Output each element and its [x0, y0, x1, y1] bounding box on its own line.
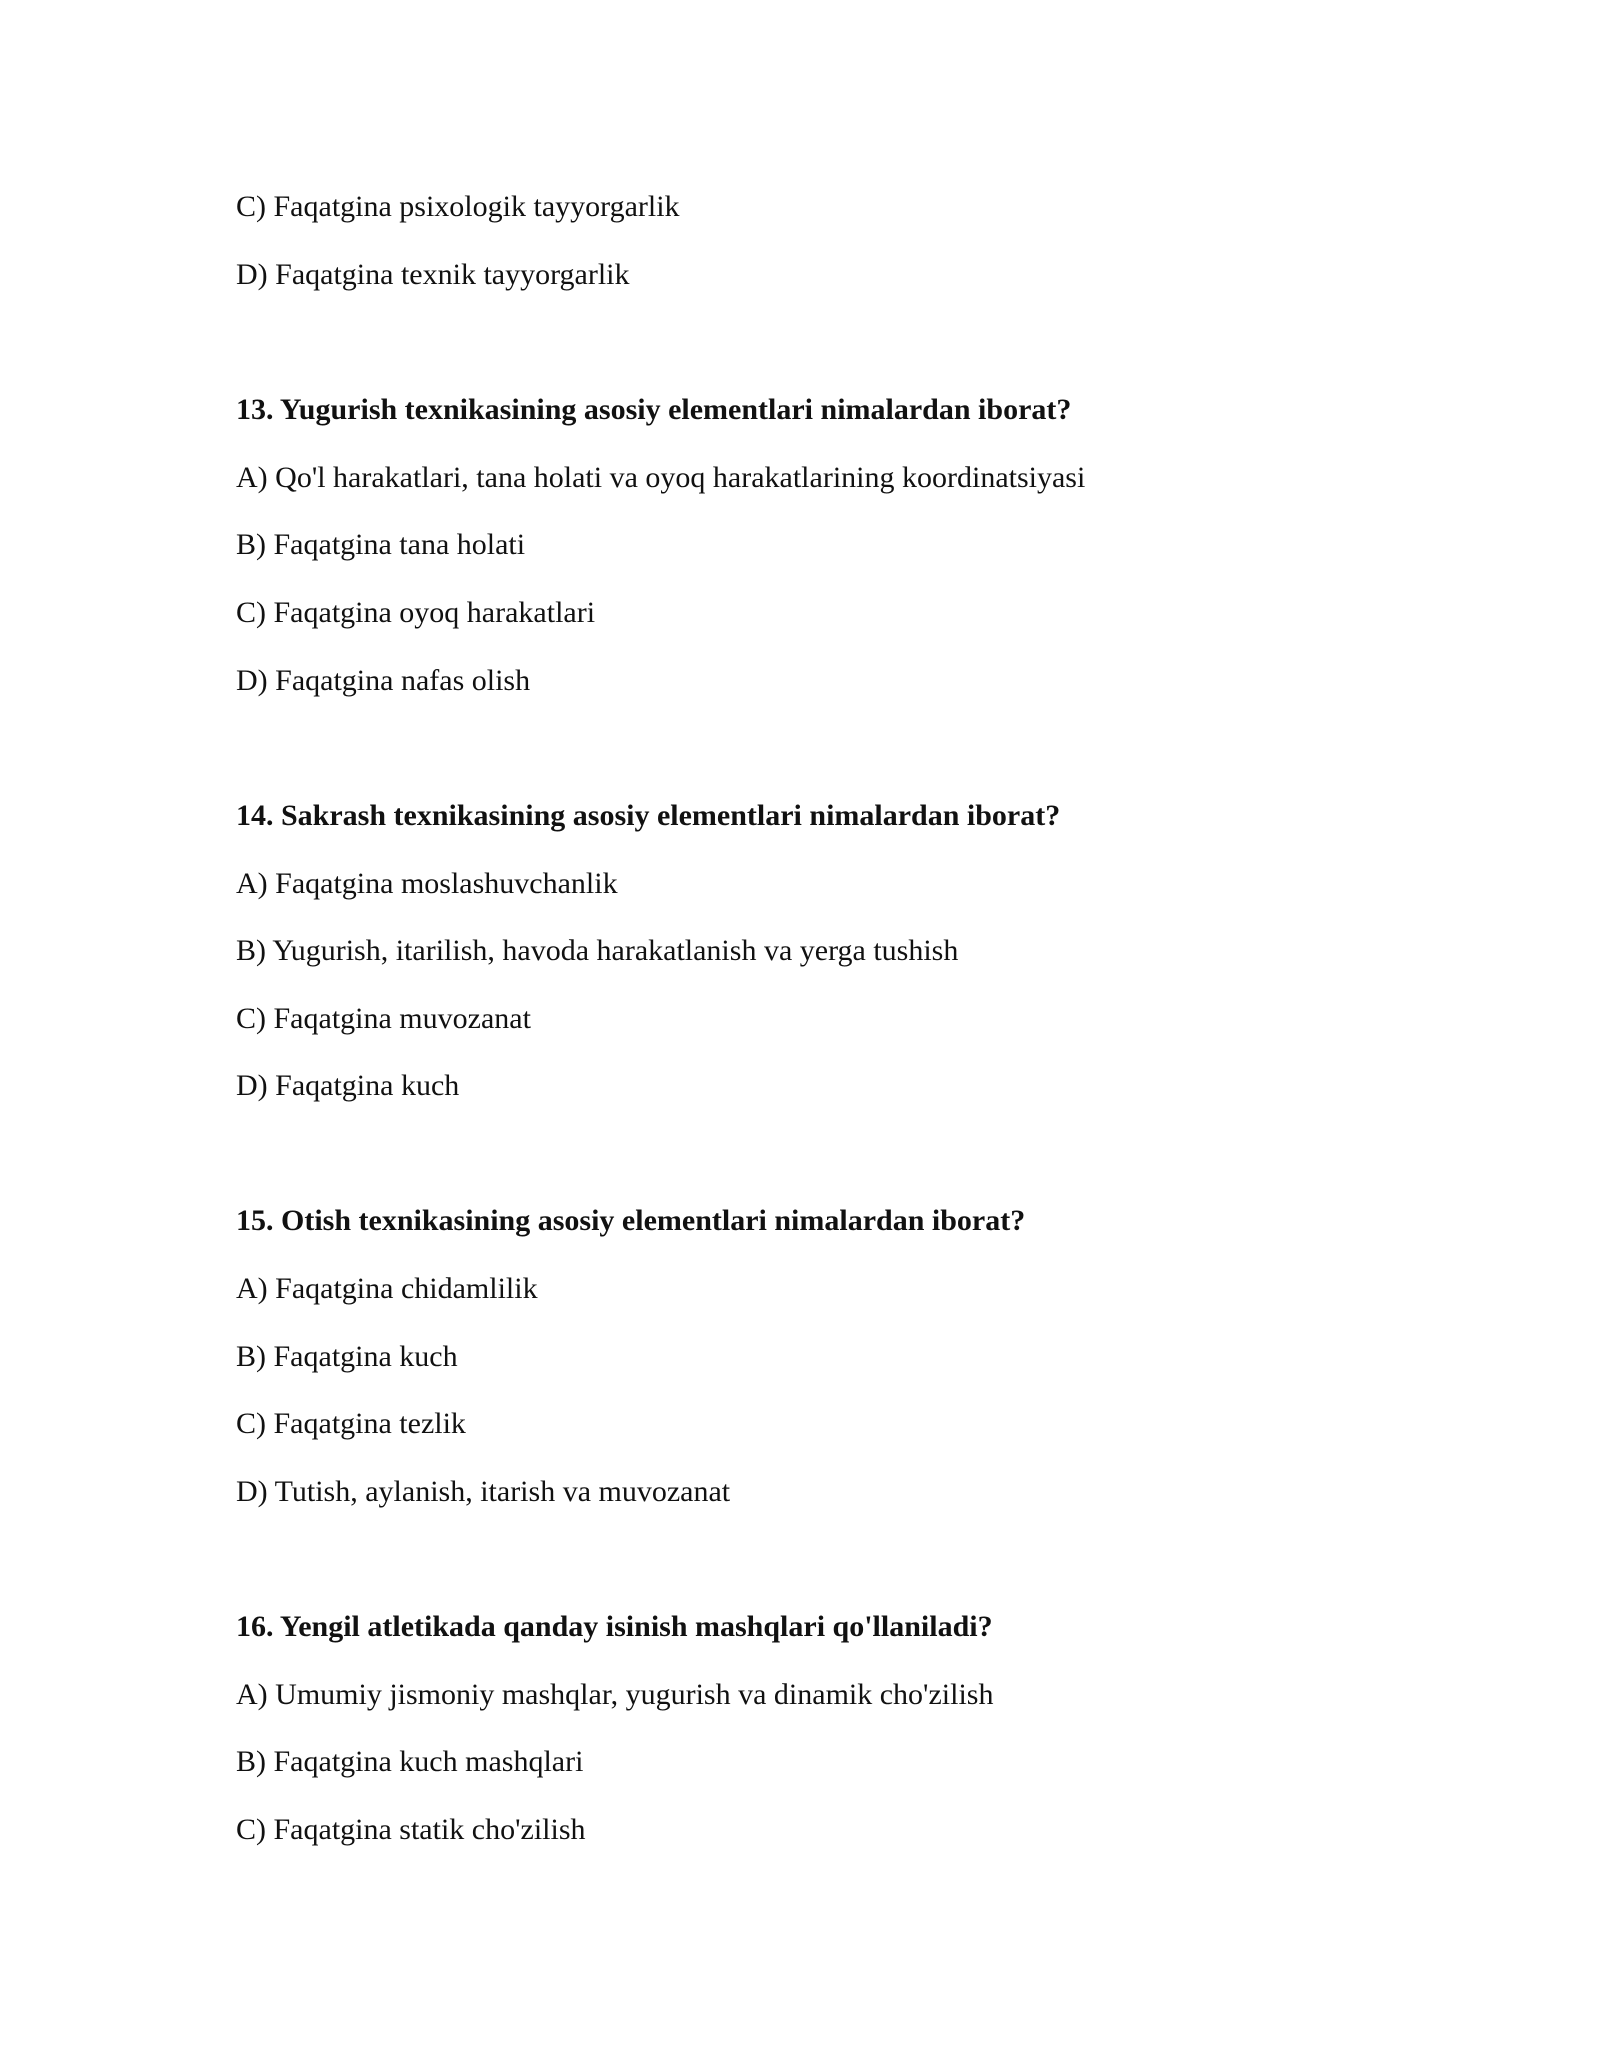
- option-line: B) Faqatgina kuch mashqlari: [236, 1745, 584, 1778]
- option-line: D) Tutish, aylanish, itarish va muvozanat: [236, 1475, 731, 1508]
- option-line: C) Faqatgina muvozanat: [236, 1002, 531, 1035]
- option-line: C) Faqatgina psixologik tayyorgarlik: [236, 190, 680, 223]
- option-line: A) Umumiy jismoniy mashqlar, yugurish va dinamik cho'zilish: [236, 1678, 994, 1711]
- option-line: A) Faqatgina moslashuvchanlik: [236, 867, 618, 900]
- option-line: B) Faqatgina kuch: [236, 1340, 458, 1373]
- option-line: D) Faqatgina nafas olish: [236, 664, 531, 697]
- option-line: D) Faqatgina texnik tayyorgarlik: [236, 258, 630, 291]
- option-line: C) Faqatgina oyoq harakatlari: [236, 596, 596, 629]
- question-15-title: 15. Otish texnikasining asosiy elementlari nimalardan iborat?: [236, 1204, 1026, 1237]
- option-line: A) Qo'l harakatlari, tana holati va oyoq harakatlarining koordinatsiyasi: [236, 461, 1086, 494]
- question-16-title: 16. Yengil atletikada qanday isinish mashqlari qo'llaniladi?: [236, 1610, 993, 1643]
- option-line: C) Faqatgina tezlik: [236, 1407, 466, 1440]
- option-line: C) Faqatgina statik cho'zilish: [236, 1813, 586, 1846]
- option-line: B) Faqatgina tana holati: [236, 528, 526, 561]
- option-line: A) Faqatgina chidamlilik: [236, 1272, 538, 1305]
- question-13-title: 13. Yugurish texnikasining asosiy elementlari nimalardan iborat?: [236, 393, 1072, 426]
- question-14-title: 14. Sakrash texnikasining asosiy elementlari nimalardan iborat?: [236, 799, 1061, 832]
- option-line: B) Yugurish, itarilish, havoda harakatlanish va yerga tushish: [236, 934, 959, 967]
- option-line: D) Faqatgina kuch: [236, 1069, 460, 1102]
